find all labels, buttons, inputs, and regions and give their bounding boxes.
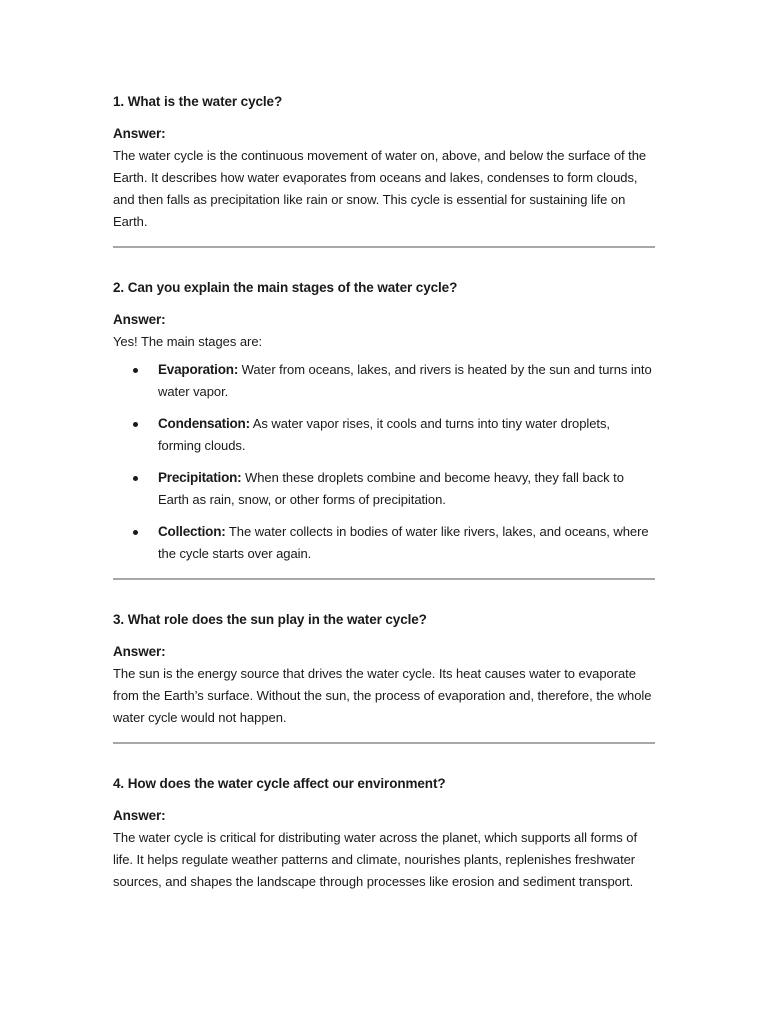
- list-item: [113, 467, 655, 511]
- list-item: [113, 521, 655, 565]
- answer-text: Yes! The main stages are:: [113, 334, 263, 349]
- answer-label: Answer:: [113, 126, 166, 141]
- question-heading: 1. What is the water cycle?: [113, 94, 283, 109]
- stage-name: Condensation:: [158, 416, 250, 431]
- question-heading: 2. Can you explain the main stages of the water cycle?: [113, 280, 458, 295]
- document-page: [113, 91, 655, 893]
- stage-description: As water vapor rises, it cools and turns into tiny water droplets, forming clouds.: [158, 416, 610, 453]
- stage-name: Evaporation:: [158, 362, 239, 377]
- qa-section-1: [113, 91, 655, 248]
- qa-section-2: [113, 248, 655, 580]
- answer-label: Answer:: [113, 312, 166, 327]
- bullet-icon: [133, 368, 138, 373]
- question-heading: 3. What role does the sun play in the water cycle?: [113, 612, 427, 627]
- bullet-icon: [133, 476, 138, 481]
- answer-label: Answer:: [113, 808, 166, 823]
- stage-description: The water collects in bodies of water like rivers, lakes, and oceans, where the cycle starts over again.: [158, 524, 649, 561]
- stages-list: [113, 359, 655, 565]
- bullet-icon: [133, 422, 138, 427]
- answer-label: Answer:: [113, 644, 166, 659]
- qa-section-4: [113, 744, 655, 893]
- qa-section-3: [113, 580, 655, 744]
- stage-description: When these droplets combine and become heavy, they fall back to Earth as rain, snow, or other forms of precipitation.: [158, 470, 624, 507]
- answer-text: The water cycle is the continuous movement of water on, above, and below the surface of the Earth. It describes how water evaporates from oceans and lakes, condenses to form clouds, and then falls as precipitation like rain or snow. This cycle is essential for sustaining life on Earth.: [113, 148, 647, 229]
- stage-name: Collection:: [158, 524, 226, 539]
- stage-name: Precipitation:: [158, 470, 242, 485]
- stage-description: Water from oceans, lakes, and rivers is heated by the sun and turns into water vapor.: [158, 362, 652, 399]
- question-heading: 4. How does the water cycle affect our environment?: [113, 776, 446, 791]
- answer-text: The sun is the energy source that drives the water cycle. Its heat causes water to evaporate from the Earth’s surface. Without the sun, the process of evaporation and, therefore, the whole water cycle would not happen.: [113, 666, 652, 725]
- answer-text: The water cycle is critical for distributing water across the planet, which supports all forms of life. It helps regulate weather patterns and climate, nourishes plants, replenishes freshwater sources, and shapes the landscape through processes like erosion and sediment transport.: [113, 830, 638, 889]
- list-item: [113, 359, 655, 403]
- list-item: [113, 413, 655, 457]
- bullet-icon: [133, 530, 138, 535]
